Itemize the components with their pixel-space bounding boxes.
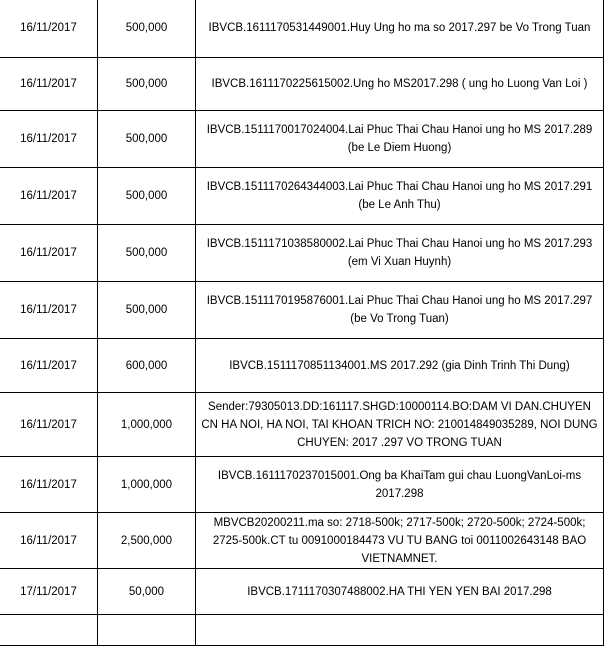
- table-row: [0, 393, 604, 457]
- table-row: [0, 513, 604, 569]
- description-cell: IBVCB.1511170851134001.MS 2017.292 (gia Dinh Trinh Thi Dung): [196, 339, 604, 393]
- table-row: [0, 0, 604, 58]
- amount-cell: 500,000: [98, 168, 196, 225]
- description-cell: IBVCB.1511170017024004.Lai Phuc Thai Chau Hanoi ung ho MS 2017.289 (be Le Diem Huong): [196, 111, 604, 168]
- description-cell: IBVCB.1511170195876001.Lai Phuc Thai Chau Hanoi ung ho MS 2017.297 (be Vo Trong Tuan): [196, 282, 604, 339]
- table-row: [0, 111, 604, 168]
- amount-cell: 500,000: [98, 0, 196, 58]
- amount-cell: [98, 615, 196, 646]
- amount-cell: 600,000: [98, 339, 196, 393]
- amount-cell: 50,000: [98, 569, 196, 615]
- date-cell: 16/11/2017: [0, 457, 98, 513]
- amount-cell: 500,000: [98, 111, 196, 168]
- amount-cell: 1,000,000: [98, 457, 196, 513]
- description-cell: IBVCB.1511171038580002.Lai Phuc Thai Chau Hanoi ung ho MS 2017.293 (em Vi Xuan Huynh): [196, 225, 604, 282]
- date-cell: 16/11/2017: [0, 225, 98, 282]
- date-cell: 16/11/2017: [0, 393, 98, 457]
- table-row: [0, 282, 604, 339]
- description-cell: IBVCB.1611170225615002.Ung ho MS2017.298 ( ung ho Luong Van Loi ): [196, 58, 604, 111]
- amount-cell: 500,000: [98, 282, 196, 339]
- date-cell: [0, 615, 98, 646]
- date-cell: 16/11/2017: [0, 58, 98, 111]
- amount-cell: 500,000: [98, 225, 196, 282]
- description-cell: MBVCB20200211.ma so: 2718-500k; 2717-500k; 2720-500k; 2724-500k; 2725-500k.CT tu 0091000184473 VU TU BANG toi 0011002643148 BAO VIETNAMNET.: [196, 513, 604, 569]
- description-cell: IBVCB.1611170531449001.Huy Ung ho ma so 2017.297 be Vo Trong Tuan: [196, 0, 604, 58]
- date-cell: 16/11/2017: [0, 168, 98, 225]
- date-cell: 16/11/2017: [0, 282, 98, 339]
- table-row: [0, 58, 604, 111]
- amount-cell: 2,500,000: [98, 513, 196, 569]
- description-cell: IBVCB.1711170307488002.HA THI YEN YEN BAI 2017.298: [196, 569, 604, 615]
- date-cell: 16/11/2017: [0, 339, 98, 393]
- date-cell: 17/11/2017: [0, 569, 98, 615]
- amount-cell: 500,000: [98, 58, 196, 111]
- table-row: [0, 339, 604, 393]
- table-row: [0, 225, 604, 282]
- description-cell: IBVCB.1611170237015001.Ong ba KhaiTam gui chau LuongVanLoi-ms 2017.298: [196, 457, 604, 513]
- description-cell: Sender:79305013.DD:161117.SHGD:10000114.BO:DAM VI DAN.CHUYEN CN HA NOI, HA NOI, TAI KHOAN TRICH NO: 210014849035289, NOI DUNG CHUYEN: 2017 .297 VO TRONG TUAN: [196, 393, 604, 457]
- table-row: [0, 168, 604, 225]
- date-cell: 16/11/2017: [0, 513, 98, 569]
- description-cell: IBVCB.1511170264344003.Lai Phuc Thai Chau Hanoi ung ho MS 2017.291 (be Le Anh Thu): [196, 168, 604, 225]
- date-cell: 16/11/2017: [0, 0, 98, 58]
- table-row: [0, 569, 604, 615]
- table-row: [0, 615, 604, 646]
- description-cell: [196, 615, 604, 646]
- table-row: [0, 457, 604, 513]
- date-cell: 16/11/2017: [0, 111, 98, 168]
- amount-cell: 1,000,000: [98, 393, 196, 457]
